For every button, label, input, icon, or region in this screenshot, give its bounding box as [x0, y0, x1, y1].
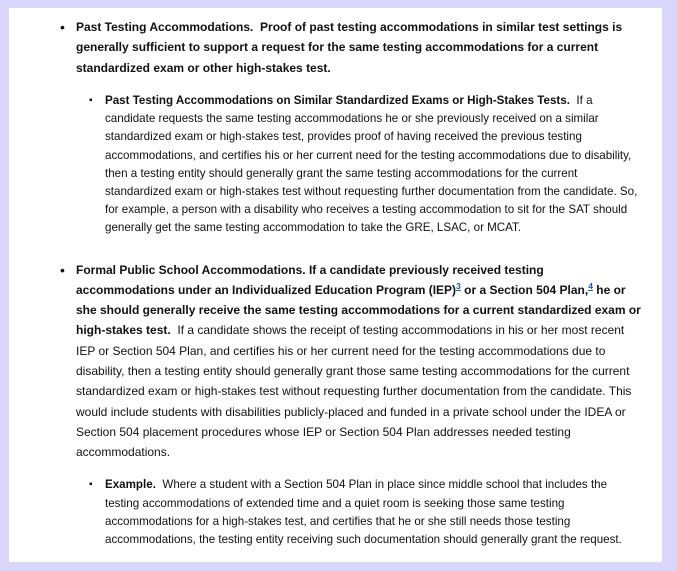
item-text: If a candidate shows the receipt of testing accommodations in his or her most recent IEP or Section 504 Plan, and certifies his or her current need for the testing accommodations due to disability, then a testing entity should generally grant those same testing accommodations for the current standardized exam or high-stakes test without requesting further documentation from the candidate. This would include students with disabilities publicly-placed and funded in a private school under the IDEA or Section 504 placement procedures whose IEP or Section 504 Plan addresses needed testing accommodations.	[76, 323, 632, 460]
document-page	[9, 8, 662, 562]
guidance-list	[9, 17, 644, 549]
item-heading: Past Testing Accommodations.	[76, 20, 254, 34]
sub-item-heading: Example.	[105, 478, 156, 492]
sub-list	[76, 92, 644, 238]
sub-item-example	[76, 476, 644, 549]
item-heading: Formal Public School Accommodations.	[76, 262, 306, 277]
sub-item-similar-exams	[76, 92, 644, 238]
item-bold-text: Proof of past testing accommodations in similar test settings is generally sufficient to support a request for the same testing accommodations for a current standardized exam or other high-stakes test.	[76, 20, 623, 75]
footnote-link-4[interactable]: 4	[588, 280, 593, 291]
footnote-link-3[interactable]: 3	[456, 280, 461, 291]
item-bold-text-b: or a Section 504 Plan,	[460, 282, 589, 297]
sub-item-heading: Past Testing Accommodations on Similar Standardized Exams or High-Stakes Tests.	[105, 93, 570, 107]
sub-item-text: Where a student with a Section 504 Plan in place since middle school that includes the testing accommodations of extended time and a quiet room is seeking those same testing accommodations for a high-stakes test, and certifies that he or she still needs those testing accommodations, the testing entity receiving such documentation should generally grant the request.	[105, 478, 622, 547]
list-item-public-school	[9, 260, 644, 550]
sub-list	[76, 476, 644, 549]
item-bold-text-a: If a candidate previously received testing accommodations under an Individualized Education Program (IEP)	[76, 262, 544, 297]
list-item-past-testing	[9, 17, 644, 238]
sub-item-text: If a candidate requests the same testing accommodations he or she previously received on a similar standardized exam or high-stakes test, provides proof of having received the previous testing accommodations, and certifies his or her current need for the testing accommodations due to disability, then a testing entity should generally grant the same testing accommodations for the current standardized exam or high-stakes test without requesting further documentation from the candidate. So, for example, a person with a disability who receives a testing accommodation to sit for the SAT should generally get the same testing accommodation to take the GRE, LSAC, or MCAT.	[105, 93, 638, 235]
item-bold-text-c: he or she should generally receive the same testing accommodations for a current standardized exam or high-stakes test.	[76, 282, 641, 338]
